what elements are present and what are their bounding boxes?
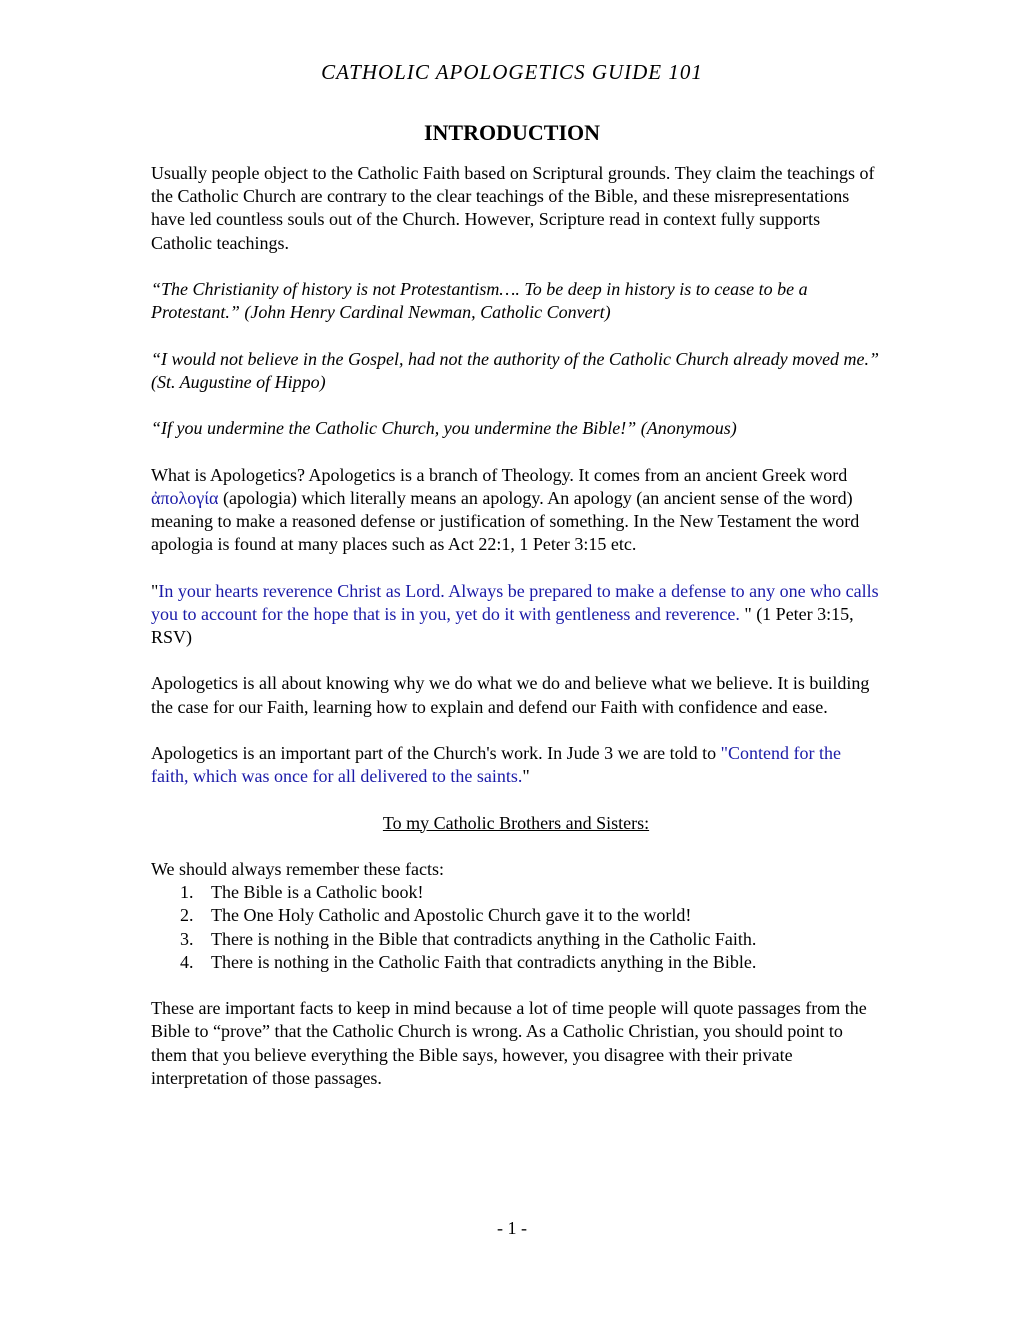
list-item-text: The One Holy Catholic and Apostolic Church gave it to the world! [211, 905, 692, 926]
list-item-number: 2. [180, 905, 194, 926]
peter-quote-paragraph [151, 580, 881, 650]
quote-newman: “The Christianity of history is not Protestantism…. To be deep in history is to cease to be a Protestant.” (John Henry Cardinal Newman, Catholic Convert) [151, 279, 808, 323]
jude-after: " [522, 766, 530, 787]
peter-quote-link[interactable]: In your hearts reverence Christ as Lord. Always be prepared to make a defense to any one who calls you to account for the hope that is in you, yet do it with gentleness and reverence. [151, 580, 879, 624]
intro-paragraph: Usually people object to the Catholic Faith based on Scriptural grounds. They claim the teachings of the Catholic Church are contrary to the clear teachings of the Bible, and these misrepresentations have led countless souls out of the Church. However, Scripture read in context fully supports Catholic teachings. [151, 163, 875, 253]
running-header: CATHOLIC APOLOGETICS GUIDE 101 [321, 60, 703, 84]
section-title: INTRODUCTION [423, 120, 601, 145]
facts-intro: We should always remember these facts: [151, 858, 444, 879]
quote-anonymous: “If you undermine the Catholic Church, you undermine the Bible!” (Anonymous) [151, 418, 737, 439]
list-item-text: There is nothing in the Bible that contradicts anything in the Catholic Faith. [211, 928, 757, 949]
apologetics-definition-paragraph [151, 464, 881, 557]
list-item-text: The Bible is a Catholic book! [211, 882, 424, 903]
jude-paragraph [151, 742, 881, 788]
list-item-number: 1. [180, 882, 194, 903]
peter-quote-open: " [151, 580, 159, 601]
jude-quote-link[interactable]: "Contend for the faith, which was once for all delivered to the saints. [151, 742, 841, 787]
list-item [151, 904, 881, 927]
facts-list [151, 881, 881, 974]
jude-before: Apologetics is an important part of the Church's work. In Jude 3 we are told to [151, 742, 721, 763]
list-item-number: 4. [180, 951, 194, 972]
quote-augustine: “I would not believe in the Gospel, had not the authority of the Catholic Church already moved me.” (St. Augustine of Hippo) [151, 348, 880, 392]
apologetics-definition-before: What is Apologetics? Apologetics is a branch of Theology. It comes from an ancient Greek word [151, 464, 848, 485]
closing-paragraph: These are important facts to keep in mind because a lot of time people will quote passages from the Bible to “prove” that the Catholic Church is wrong. As a Catholic Christian, you should point to them that you believe everything the Bible says, however, you disagree with their private interpretation of those passages. [151, 998, 867, 1088]
list-item [151, 951, 881, 974]
page-number: - 1 - [497, 1218, 527, 1238]
subheading: To my Catholic Brothers and Sisters: [382, 812, 650, 833]
list-item-number: 3. [180, 928, 194, 949]
list-item-text: There is nothing in the Catholic Faith that contradicts anything in the Bible. [211, 951, 757, 972]
knowing-why-paragraph: Apologetics is all about knowing why we do what we do and believe what we believe. It is building the case for our Faith, learning how to explain and defend our Faith with confidence and ease. [151, 673, 870, 717]
list-item [151, 928, 881, 951]
body-text [151, 162, 881, 1113]
peter-citation: " (1 Peter 3:15, RSV) [151, 603, 854, 647]
apologetics-definition-after: (apologia) which literally means an apology. An apology (an ancient sense of the word) meaning to make a reasoned defense or justification of something. In the New Testament the word apologia is found at many places such as Act 22:1, 1 Peter 3:15 etc. [151, 487, 860, 555]
list-item [151, 881, 881, 904]
greek-word-link[interactable]: ἀπολογία [151, 487, 219, 508]
